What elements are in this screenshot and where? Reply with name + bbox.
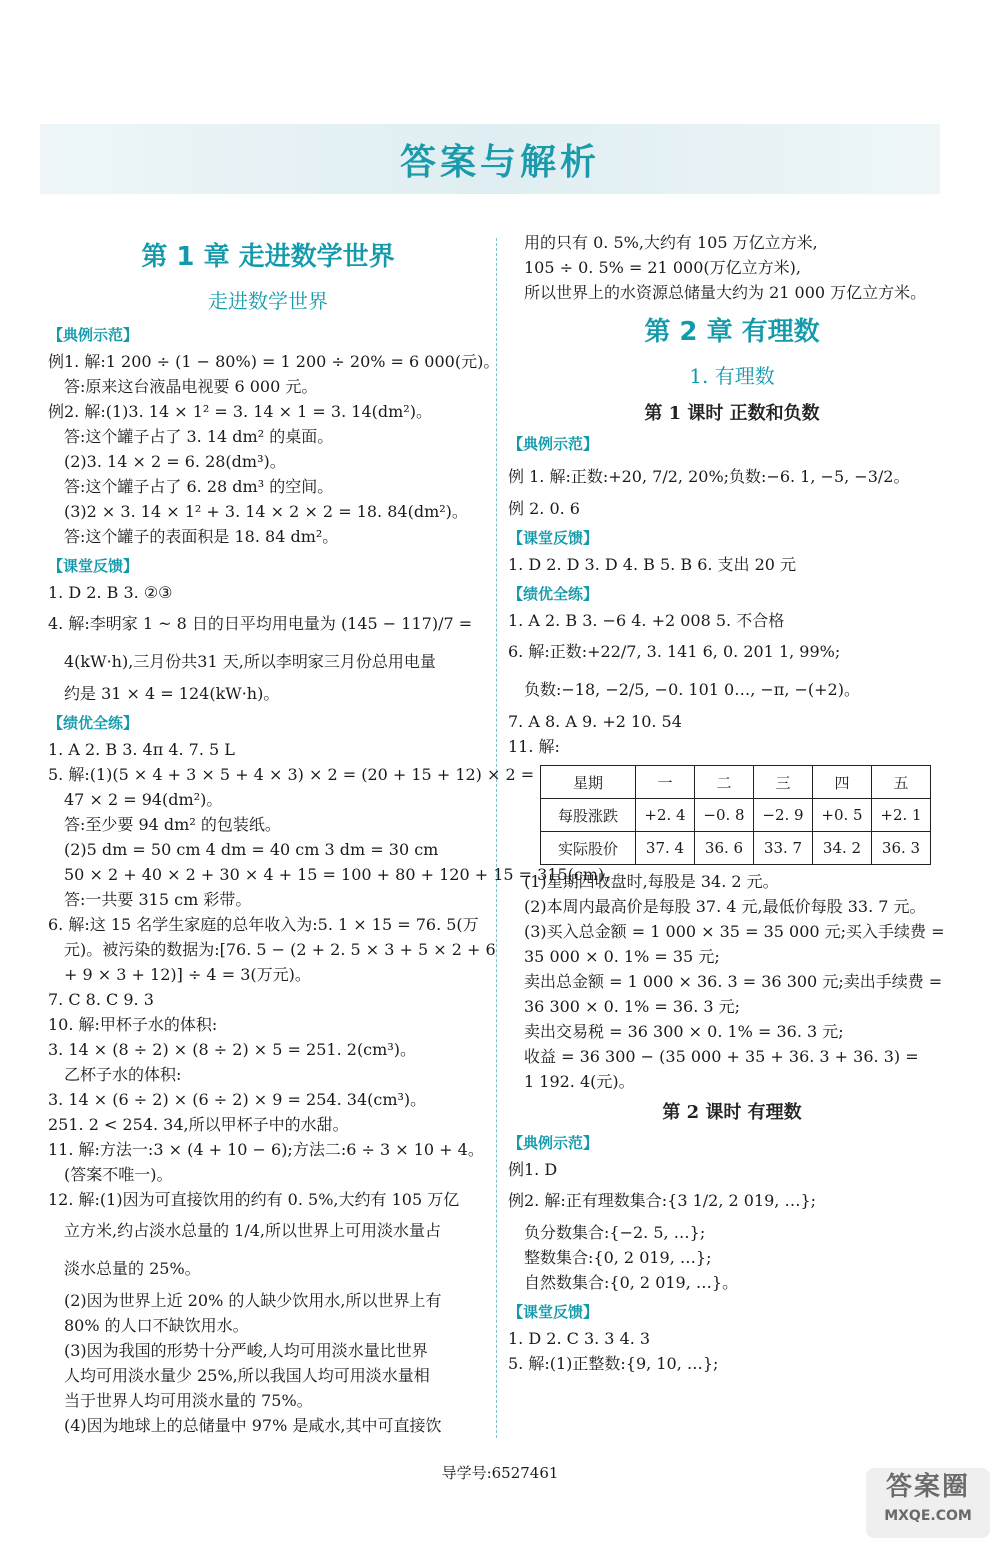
examples-block [48, 349, 500, 549]
text-line: 立方米,约占淡水总量的 1/4,所以世界上可用淡水量占 [64, 1221, 442, 1240]
text-line: 答:至少要 94 dm² 的包装纸。 [64, 815, 281, 834]
text-line: + 9 × 3 + 12)] ÷ 4 = 3(万元)。 [64, 965, 311, 984]
text-line: 自然数集合:{0, 2 019, …}。 [524, 1273, 739, 1292]
feedback-block-l2 [508, 1326, 956, 1376]
table-cell: +0. 5 [813, 799, 872, 832]
column-divider [496, 238, 497, 1438]
text-line: 例2. 解:(1)3. 14 × 1² = 3. 14 × 1 = 3. 14(dm²)。 [48, 402, 432, 421]
examples-block-l2 [508, 1157, 956, 1295]
text-line: 47 × 2 = 94(dm²)。 [64, 790, 223, 809]
text-line: 当于世界人均可用淡水量的 75%。 [64, 1391, 313, 1410]
table-cell: 一 [636, 766, 695, 799]
tag-examples-l1: 【典例示范】 [508, 435, 599, 453]
text-line: 收益 = 36 300 − (35 000 + 35 + 36. 3 + 36. 3) = [524, 1047, 919, 1066]
watermark-logo [866, 1468, 990, 1538]
text-line: 淡水总量的 25%。 [64, 1259, 201, 1278]
tag-feedback: 【课堂反馈】 [48, 557, 139, 575]
text-line: 6. 解:这 15 名学生家庭的总年收入为:5. 1 × 15 = 76. 5(万 [48, 915, 479, 934]
text-line: 例1. D [508, 1160, 558, 1179]
text-line: 1. D 2. D 3. D 4. B 5. B 6. 支出 20 元 [508, 555, 797, 574]
text-line: 例2. 解:正有理数集合:{3 1/2, 2 019, …}; [508, 1191, 817, 1210]
text-line: (2)因为世界上近 20% 的人缺少饮用水,所以世界上有 [64, 1291, 442, 1310]
stock-table [540, 765, 931, 865]
text-line: 所以世界上的水资源总储量大约为 21 000 万亿立方米。 [524, 283, 927, 302]
tag-examples-l2: 【典例示范】 [508, 1134, 599, 1152]
table-answers-block [508, 869, 956, 1094]
text-line: (3)2 × 3. 14 × 1² + 3. 14 × 2 × 2 = 18. 84(dm²)。 [64, 502, 468, 521]
feedback-block-l1 [508, 552, 956, 577]
section-title-rational: 1. 有理数 [689, 364, 775, 388]
text-line: 4. 解:李明家 1 ~ 8 日的日平均用电量为 (145 − 117)/7 = [48, 614, 473, 633]
text-line: 251. 2 < 254. 34,所以甲杯子中的水甜。 [48, 1115, 349, 1134]
text-line: 1. D 2. B 3. ②③ [48, 583, 173, 602]
text-line: 1. A 2. B 3. −6 4. +2 008 5. 不合格 [508, 611, 785, 630]
text-line: 6. 解:正数:+22/7, 3. 141 6, 0. 201 1, 99%; [508, 642, 841, 661]
text-line: (答案不唯一)。 [64, 1165, 173, 1184]
text-line: 卖出总金额 = 1 000 × 36. 3 = 36 300 元;卖出手续费 = [524, 972, 943, 991]
table-cell: −0. 8 [695, 799, 754, 832]
examples-block-l1 [508, 458, 956, 521]
watermark-url: MXQE.COM [884, 1508, 972, 1524]
text-line: (2)3. 14 × 2 = 6. 28(dm³)。 [64, 452, 286, 471]
lesson-1-title: 第 1 课时 正数和负数 [644, 403, 820, 424]
text-line: 卖出交易税 = 36 300 × 0. 1% = 36. 3 元; [524, 1022, 844, 1041]
text-line: 1. A 2. B 3. 4π 4. 7. 5 L [48, 740, 235, 759]
table-row [541, 799, 931, 832]
text-line: 11. 解:方法一:3 × (4 + 10 − 6);方法二:6 ÷ 3 × 10 + 4。 [48, 1140, 484, 1159]
text-line: 105 ÷ 0. 5% = 21 000(万亿立方米), [524, 258, 801, 277]
text-line: (3)因为我国的形势十分严峻,人均可用淡水量比世界 [64, 1341, 428, 1360]
text-line: (2)5 dm = 50 cm 4 dm = 40 cm 3 dm = 30 cm [64, 840, 439, 859]
table-cell: +2. 4 [636, 799, 695, 832]
tag-examples: 【典例示范】 [48, 326, 139, 344]
text-line: 12. 解:(1)因为可直接饮用的约有 0. 5%,大约有 105 万亿 [48, 1190, 460, 1209]
practice-block-l1 [508, 608, 956, 759]
text-line: (1)星期四收盘时,每股是 34. 2 元。 [524, 872, 779, 891]
guide-number: 导学号:6527461 [441, 1464, 559, 1482]
text-line: 10. 解:甲杯子水的体积: [48, 1015, 218, 1034]
text-line: 用的只有 0. 5%,大约有 105 万亿立方米, [524, 233, 818, 252]
text-line: 7. C 8. C 9. 3 [48, 990, 154, 1009]
table-cell: 37. 4 [636, 832, 695, 865]
table-cell: 36. 6 [695, 832, 754, 865]
text-line: 4(kW·h),三月份共31 天,所以李明家三月份总用电量 [64, 652, 436, 671]
text-line: 人均可用淡水量少 25%,所以我国人均可用淡水量相 [64, 1366, 430, 1385]
watermark-text: 答案圈 [885, 1472, 970, 1502]
text-line: 3. 14 × (8 ÷ 2) × (8 ÷ 2) × 5 = 251. 2(cm³)。 [48, 1040, 416, 1059]
lesson-2-title: 第 2 课时 有理数 [662, 1102, 802, 1123]
text-line: 7. A 8. A 9. +2 10. 54 [508, 712, 682, 731]
text-line: 1. D 2. C 3. 3 4. 3 [508, 1329, 651, 1348]
page-title: 答案与解析 [399, 142, 600, 183]
tag-feedback-l2: 【课堂反馈】 [508, 1303, 599, 1321]
table-cell: 34. 2 [813, 832, 872, 865]
chapter-2-title: 第 2 章 有理数 [644, 317, 820, 347]
text-line: 例 1. 解:正数:+20, 7/2, 20%;负数:−6. 1, −5, −3/2。 [508, 467, 910, 486]
text-line: 答:这个罐子占了 3. 14 dm² 的桌面。 [64, 427, 334, 446]
table-cell: 33. 7 [754, 832, 813, 865]
table-cell: 三 [754, 766, 813, 799]
text-line: 80% 的人口不缺饮用水。 [64, 1316, 249, 1335]
text-line: 例1. 解:1 200 ÷ (1 − 80%) = 1 200 ÷ 20% = 6 000(元)。 [48, 352, 500, 371]
text-line: 3. 14 × (6 ÷ 2) × (6 ÷ 2) × 9 = 254. 34(cm³)。 [48, 1090, 427, 1109]
table-cell: 星期 [541, 766, 636, 799]
text-line: 答:这个罐子占了 6. 28 dm³ 的空间。 [64, 477, 334, 496]
table-cell: 36. 3 [872, 832, 931, 865]
tag-practice-l1: 【绩优全练】 [508, 585, 599, 603]
text-line: 乙杯子水的体积: [64, 1065, 182, 1084]
text-line: 整数集合:{0, 2 019, …}; [524, 1248, 712, 1267]
section-title: 走进数学世界 [208, 289, 328, 313]
table-cell: 每股涨跌 [541, 799, 636, 832]
tag-practice: 【绩优全练】 [48, 714, 139, 732]
table-cell: 实际股价 [541, 832, 636, 865]
chapter-1-title: 第 1 章 走进数学世界 [141, 242, 395, 272]
text-line: (4)因为地球上的总储量中 97% 是咸水,其中可直接饮 [64, 1416, 442, 1435]
table-cell: 二 [695, 766, 754, 799]
text-line: 5. 解:(1)正整数:{9, 10, …}; [508, 1354, 719, 1373]
text-line: 负分数集合:{−2. 5, …}; [524, 1223, 706, 1242]
continuation-block [508, 230, 956, 305]
text-line: 35 000 × 0. 1% = 35 元; [524, 947, 720, 966]
text-line: 1 192. 4(元)。 [524, 1072, 635, 1091]
table-cell: +2. 1 [872, 799, 931, 832]
text-line: (3)买入总金额 = 1 000 × 35 = 35 000 元;买入手续费 = [524, 922, 945, 941]
text-line: 负数:−18, −2/5, −0. 101 0…, −π, −(+2)。 [524, 680, 860, 699]
tag-feedback-l1: 【课堂反馈】 [508, 529, 599, 547]
text-line: 答:一共要 315 cm 彩带。 [64, 890, 252, 909]
text-line: 元)。被污染的数据为:[76. 5 − (2 + 2. 5 × 3 + 5 × 2 + 6 [64, 940, 496, 959]
text-line: 答:原来这台液晶电视要 6 000 元。 [64, 377, 318, 396]
text-line: 答:这个罐子的表面积是 18. 84 dm²。 [64, 527, 339, 546]
text-line: 5. 解:(1)(5 × 4 + 3 × 5 + 4 × 3) × 2 = (20 + 15 + 12) × 2 = [48, 765, 535, 784]
right-column [508, 230, 956, 1376]
table-cell: 四 [813, 766, 872, 799]
table-cell: 五 [872, 766, 931, 799]
text-line: 例 2. 0. 6 [508, 499, 580, 518]
feedback-block [48, 580, 488, 706]
text-line: (2)本周内最高价是每股 37. 4 元,最低价每股 33. 7 元。 [524, 897, 926, 916]
text-line: 11. 解: [508, 737, 560, 756]
table-row [541, 766, 931, 799]
table-cell: −2. 9 [754, 799, 813, 832]
text-line: 36 300 × 0. 1% = 36. 3 元; [524, 997, 741, 1016]
text-line: 约是 31 × 4 = 124(kW·h)。 [64, 684, 280, 703]
text-line: 50 × 2 + 40 × 2 + 30 × 4 + 15 = 100 + 80 + 120 + 15 = 315(cm)。 [64, 865, 621, 884]
table-row [541, 832, 931, 865]
